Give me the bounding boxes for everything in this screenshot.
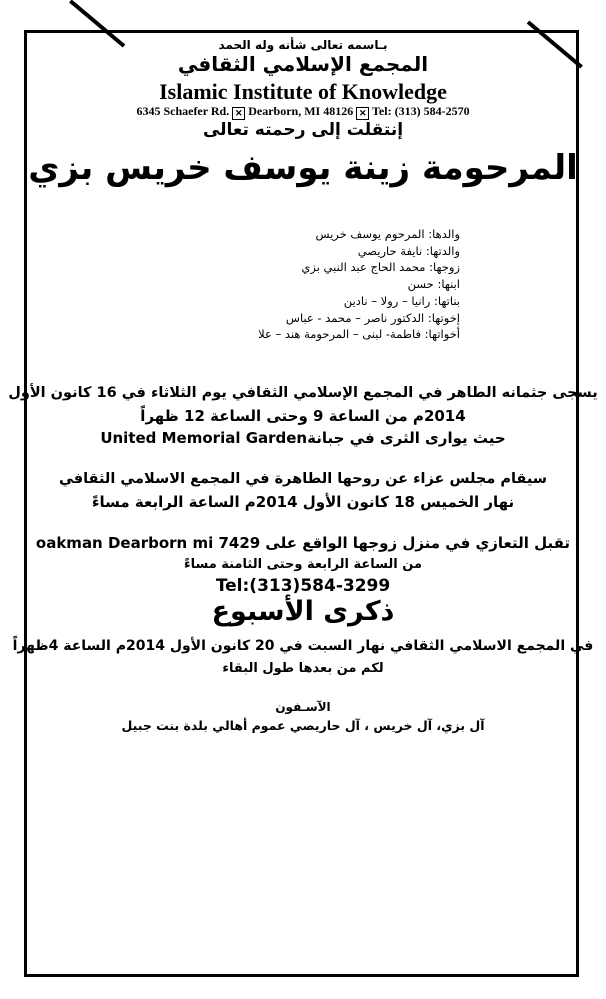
funeral-line-3: حيث يوارى الثرى في جبانةUnited Memorial Garden <box>100 429 506 447</box>
family-son: ابنها: حسن <box>407 277 460 292</box>
org-name-english: Islamic Institute of Knowledge <box>159 79 447 104</box>
deceased-name: المرحومة زينة يوسف خريس بزي <box>28 148 578 188</box>
mourners-families: آل بزي، آل خريس ، آل حاريصي عموم أهالي بلدة بنت جبيل <box>121 718 485 733</box>
announcement-intro: إنتقلت إلى رحمته تعالى <box>202 120 404 140</box>
condolences-line-2: من الساعة الرابعة وحتى الثامنة مساءً <box>183 557 423 572</box>
family-list <box>230 226 460 343</box>
week-memorial-line-1: في المجمع الاسلامي الثقافي نهار السبت في 20 كانون الأول 2014م الساعة 4ظهراً <box>12 638 594 654</box>
address-line <box>0 104 606 120</box>
funeral-line-1: يسجى جثمانه الطاهر في المجمع الإسلامي الثقافي يوم الثلاثاء في 16 كانون الأول <box>8 385 598 401</box>
mourners-label: الآسـفون <box>275 700 331 714</box>
boxed-x-icon: ✕ <box>232 107 245 120</box>
family-daughters: بناتها: رانيا – رولا – نادين <box>343 293 460 308</box>
family-sisters: أخواتها: فاطمة- لبنى – المرحومة هند – علا <box>258 327 460 342</box>
condolences-phone: Tel:(313)584-3299 <box>215 576 391 596</box>
boxed-x-icon: ✕ <box>356 107 369 120</box>
week-memorial-line-2: لكم من بعدها طول البقاء <box>222 661 384 676</box>
basmala: بـاسمه تعالى شأنه وله الحمد <box>218 38 388 52</box>
family-husband: زوجها: محمد الحاج عبد النبي بزي <box>301 260 460 275</box>
condolences-line-1: تقبل التعازي في منزل زوجها الواقع على 7429 oakman Dearborn mi <box>35 534 571 552</box>
memorial-line-2: نهار الخميس 18 كانون الأول 2014م الساعة الرابعة مساءً <box>91 493 515 511</box>
address-tel: Tel: (313) 584-2570 <box>372 104 470 118</box>
family-father: والدها: المرحوم يوسف خريس <box>315 227 460 241</box>
address-street: 6345 Schaefer Rd. <box>136 104 230 118</box>
family-mother: والدتها: نايفة حاريصي <box>357 243 460 258</box>
funeral-line-2: 2014م من الساعة 9 وحتى الساعة 12 ظهراً <box>140 407 466 425</box>
week-memorial-title: ذكرى الأسبوع <box>211 596 395 627</box>
org-name-arabic: المجمع الإسلامي الثقافي <box>177 52 429 76</box>
memorial-line-1: سيقام مجلس عزاء عن روحها الطاهرة في المجمع الاسلامي الثقافي <box>58 471 548 487</box>
address-city: Dearborn, MI 48126 <box>248 104 354 118</box>
family-brothers: إخوتها: الدكتور ناصر – محمد - عباس <box>285 310 460 325</box>
